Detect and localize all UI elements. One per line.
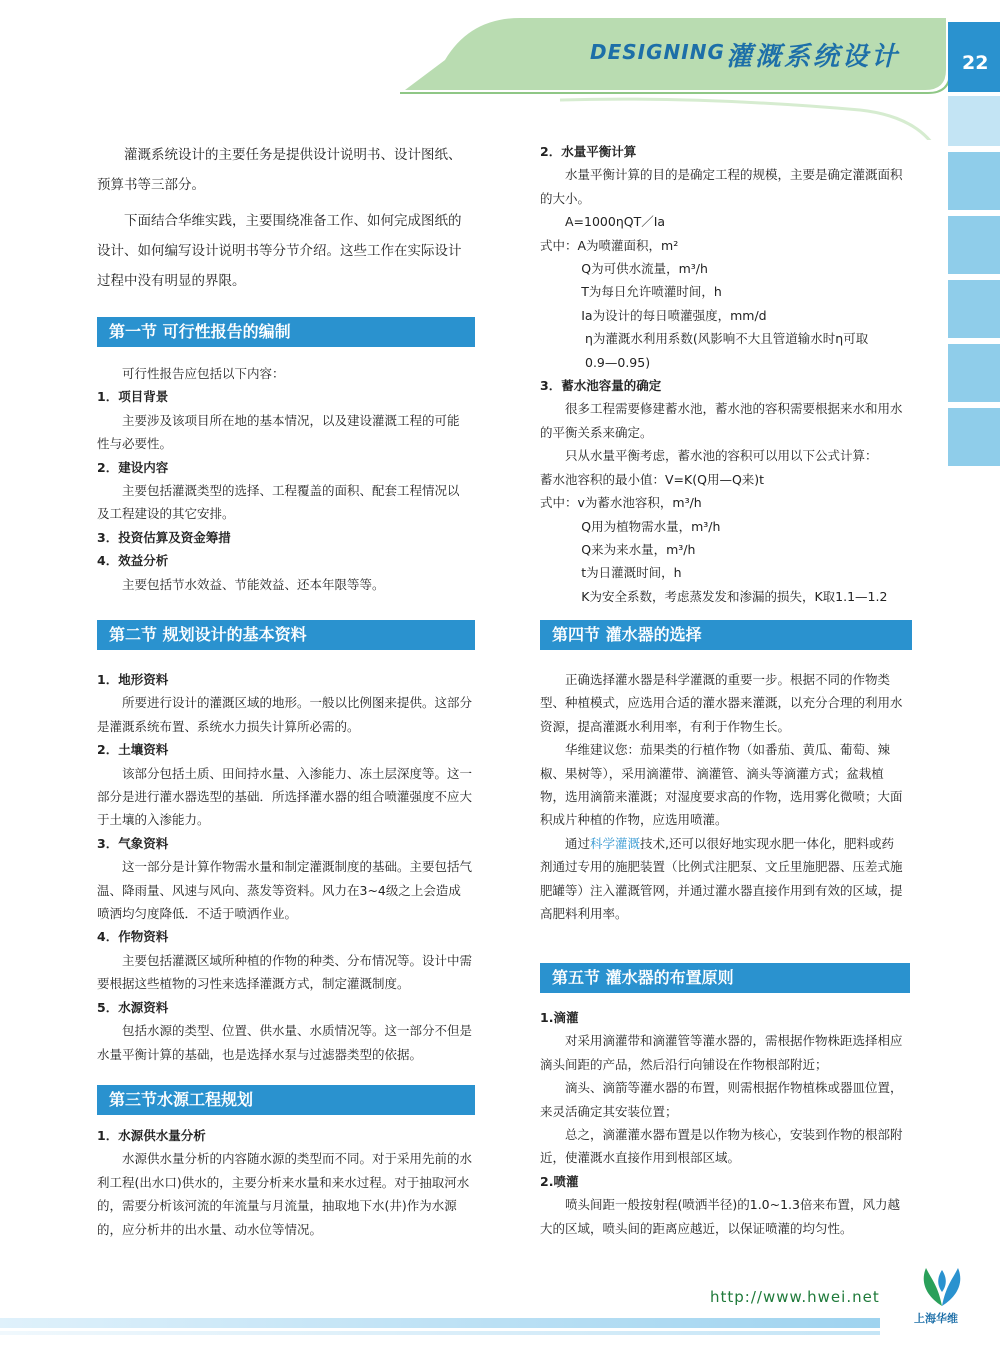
section-heading: 第四节 灌水器的选择 xyxy=(540,620,912,650)
side-tab xyxy=(948,96,1000,146)
paragraph: 总之，滴灌灌水器布置是以作物为核心，安装到作物的根部附近，使灌溉水直接作用到根部区域。 xyxy=(540,1127,903,1166)
formula-legend: Q来为来水量，m³/h xyxy=(581,541,696,557)
formula-legend: Ia为设计的每日喷灌强度，mm/d xyxy=(581,307,767,323)
side-tab xyxy=(948,408,1000,466)
subheading: 2．土壤资料 xyxy=(97,742,169,758)
paragraph xyxy=(540,832,904,926)
intro-paragraph: 灌溉系统设计的主要任务是提供设计说明书、设计图纸、预算书等三部分。 xyxy=(97,147,462,193)
formula-legend: 式中：v为蓄水池容积，m³/h xyxy=(540,495,702,511)
subheading: 3．蓄水池容量的确定 xyxy=(540,378,662,394)
side-tab xyxy=(948,216,1000,274)
section-2-body xyxy=(97,668,473,1066)
subheading: 1．水源供水量分析 xyxy=(97,1128,206,1143)
section-1-body xyxy=(97,362,469,596)
formula-legend: 0.9—0.95) xyxy=(585,354,651,370)
paragraph-text: 技术,还可以很好地实现水肥一体化，肥料或药剂通过专用的施肥装置（比例式注肥泵、文丘里施肥器、压差式施肥罐等）注入灌溉管网，并通过灌水器直接作用到有效的区域，提高肥料利用率。 xyxy=(540,835,903,922)
paragraph: 主要涉及该项目所在地的基本情况，以及建设灌溉工程的可能性与必要性。 xyxy=(97,412,460,452)
paragraph: 这一部分是计算作物需水量和制定灌溉制度的基础。主要包括气温、降雨量、风速与风向、蒸发等资料。风力在3~4级之上会造成喷洒均匀度降低．不适于喷洒作业。 xyxy=(97,859,473,922)
formula-legend: Q用为植物需水量，m³/h xyxy=(581,518,721,534)
paragraph: 主要包括灌溉区域所种植的作物的种类、分布情况等。设计中需要根据这些植物的习性来选择灌溉方式，制定灌溉制度。 xyxy=(97,952,473,992)
paragraph: 喷头间距一般按射程(喷洒半径)的1.0~1.3倍来布置，风力越大的区域，喷头间的距离应越近，以保证喷灌的均匀性。 xyxy=(540,1197,900,1236)
paragraph: 正确选择灌水器是科学灌溉的重要一步。根据不同的作物类型、种植模式，应选用合适的灌水器来灌溉，以充分合理的利用水资源，提高灌溉水利用率，有利于作物生长。 xyxy=(540,672,903,734)
formula: A=1000ηQT／Ia xyxy=(565,214,666,230)
intro-paragraph: 下面结合华维实践，主要围绕准备工作、如何完成图纸的设计、如何编写设计说明书等分节介绍。这些工作在实际设计过程中没有明显的界限。 xyxy=(97,213,462,289)
subheading: 2．水量平衡计算 xyxy=(540,144,637,159)
intro-block xyxy=(97,140,465,296)
section-heading: 第五节 灌水器的布置原则 xyxy=(540,963,910,993)
science-irrigation-link[interactable]: 科学灌溉 xyxy=(590,835,641,851)
section-3-body-right xyxy=(540,140,906,608)
subheading: 4．效益分析 xyxy=(97,553,169,569)
subheading: 1.滴灌 xyxy=(540,1010,579,1025)
paragraph: 该部分包括土质、田间持水量、入渗能力、冻土层深度等。这一部分是进行灌水器选型的基础．所选择灌水器的组合喷灌强度不应大于土壤的入渗能力。 xyxy=(97,765,473,828)
formula-legend: 式中：A为喷灌面积，m² xyxy=(540,237,679,253)
section-5-body xyxy=(540,1006,906,1240)
paragraph: 主要包括节水效益、节能效益、还本年限等等。 xyxy=(122,576,385,592)
section-heading: 第一节 可行性报告的编制 xyxy=(97,317,475,347)
formula-legend: T为每日允许喷灌时间，h xyxy=(581,284,722,300)
header-chinese-title: 灌溉系统设计 xyxy=(726,42,901,72)
hwei-logo-icon xyxy=(918,1262,966,1308)
section-4-body xyxy=(540,668,904,925)
subheading: 1．地形资料 xyxy=(97,672,169,687)
formula-legend: η为灌溉水利用系数(风影响不大且管道输水时η可取 xyxy=(585,331,869,347)
subheading: 2.喷灌 xyxy=(540,1173,579,1189)
section-heading: 第二节 规划设计的基本资料 xyxy=(97,620,475,650)
formula: 蓄水池容积的最小值：V=K(Q用—Q来)t xyxy=(540,471,765,487)
subheading: 3．气象资料 xyxy=(97,835,169,851)
paragraph: 可行性报告应包括以下内容： xyxy=(122,366,285,381)
paragraph: 滴头、滴箭等灌水器的布置，则需根据作物植株或器皿位置，来灵活确定其安装位置； xyxy=(540,1080,903,1119)
paragraph: 只从水量平衡考虑，蓄水池的容积可以用以下公式计算： xyxy=(565,448,878,464)
section-heading: 第三节水源工程规划 xyxy=(97,1085,475,1115)
header-english-title: DESIGNING xyxy=(590,40,725,64)
formula-legend: K为安全系数，考虑蒸发发和渗漏的损失，K取1.1—1.2 xyxy=(581,588,888,604)
subheading: 3．投资估算及资金筹措 xyxy=(97,529,231,545)
paragraph: 水量平衡计算的目的是确定工程的规模，主要是确定灌溉面积的大小。 xyxy=(540,167,903,206)
paragraph: 水源供水量分析的内容随水源的类型而不同。对于采用先前的水利工程(出水口)供水的，主要分析来水量和来水过程。对于抽取河水的，需要分析该河流的年流量与月流量，抽取地下水(井)作为水源的，应分析井的出水量、动水位等情况。 xyxy=(97,1151,473,1237)
website-link[interactable]: http://www.hwei.net xyxy=(710,1288,880,1306)
paragraph-text: 通过 xyxy=(565,835,591,851)
page-number: 22 xyxy=(962,52,989,74)
section-3-body-left xyxy=(97,1124,473,1241)
subheading: 2．建设内容 xyxy=(97,459,169,475)
paragraph: 很多工程需要修建蓄水池，蓄水池的容积需要根据来水和用水的平衡关系来确定。 xyxy=(540,401,903,440)
subheading: 1．项目背景 xyxy=(97,389,169,405)
side-tab xyxy=(948,344,1000,402)
paragraph: 所要进行设计的灌溉区域的地形。一般以比例图来提供。这部分是灌溉系统布置、系统水力损失计算所必需的。 xyxy=(97,695,473,734)
paragraph: 华维建议您：茄果类的行植作物（如番茄、黄瓜、葡萄、辣椒、果树等），采用滴灌带、滴灌管、滴头等滴灌方式；盆栽植物，选用滴箭来灌溉；对湿度要求高的作物，选用雾化微喷；大面积成片种植的作物，应选用喷灌。 xyxy=(540,742,903,828)
paragraph: 包括水源的类型、位置、供水量、水质情况等。这一部分不但是水量平衡计算的基础，也是选择水泵与过滤器类型的依据。 xyxy=(97,1023,473,1062)
footer-bar xyxy=(0,1318,880,1328)
footer-bar xyxy=(0,1331,880,1335)
formula-legend: t为日灌溉时间，h xyxy=(581,565,682,581)
side-tab xyxy=(948,280,1000,338)
subheading: 4．作物资料 xyxy=(97,929,169,945)
paragraph: 对采用滴灌带和滴灌管等灌水器的，需根据作物株距选择相应滴头间距的产品，然后沿行向铺设在作物根部附近； xyxy=(540,1033,903,1072)
subheading: 5．水源资料 xyxy=(97,999,169,1015)
formula-legend: Q为可供水流量，m³/h xyxy=(581,261,708,277)
side-tab xyxy=(948,152,1000,210)
logo-label: 上海华维 xyxy=(914,1312,958,1325)
paragraph: 主要包括灌溉类型的选择、工程覆盖的面积、配套工程情况以及工程建设的其它安排。 xyxy=(97,483,460,522)
